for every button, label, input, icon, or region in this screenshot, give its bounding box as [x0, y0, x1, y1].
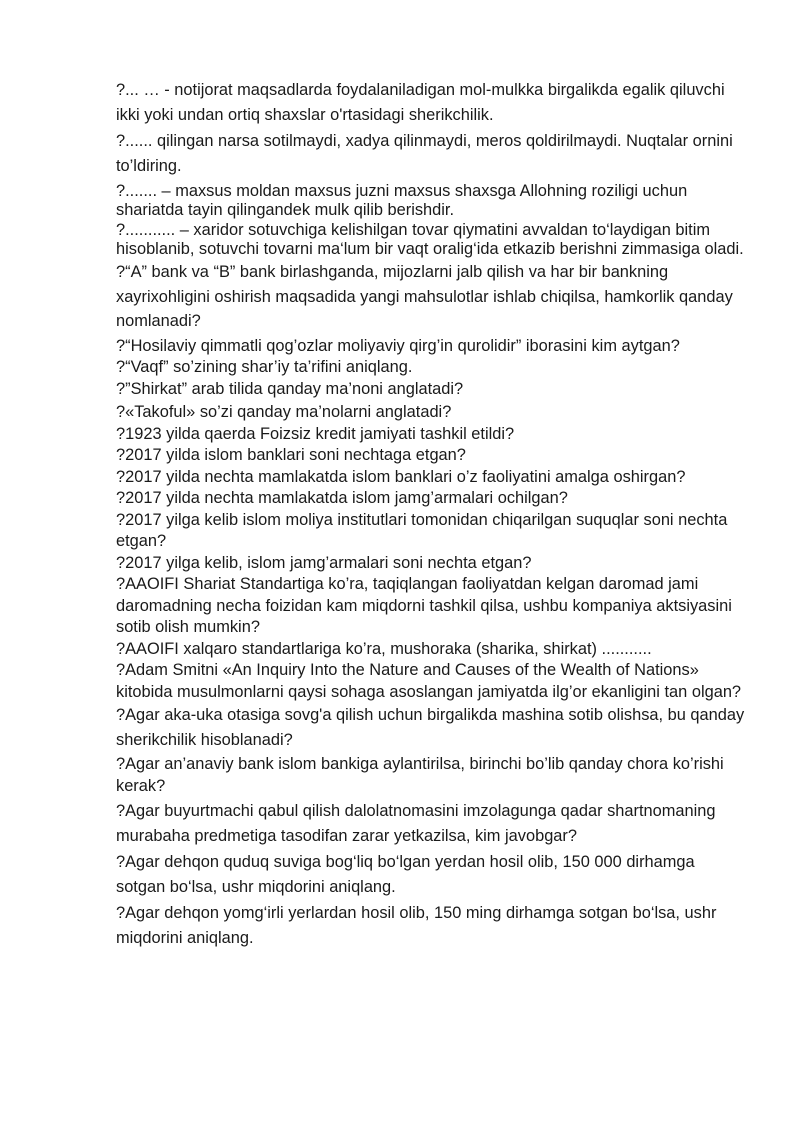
- question-item: ?AAOIFI xalqaro standartlariga ko’ra, mushoraka (sharika, shirkat) ...........: [116, 639, 652, 658]
- question-item: ?2017 yilda nechta mamlakatda islom banklari o’z faoliyatini amalga oshirgan?: [116, 467, 686, 486]
- question-item: ?Agar buyurtmachi qabul qilish dalolatnomasini imzolagunga qadar shartnomaning murabaha predmetiga tasodifan zarar yetkazilsa, kim javobgar?: [116, 802, 716, 845]
- question-item: ?2017 yilga kelib islom moliya institutlari tomonidan chiqarilgan suquqlar soni nechta etgan?: [116, 510, 728, 551]
- question-item: ?Agar an’anaviy bank islom bankiga aylantirilsa, birinchi bo’lib qanday chora ko’rishi kerak?: [116, 755, 724, 795]
- question-list: [116, 78, 746, 950]
- question-item: ?AAOIFI Shariat Standartiga ko’ra, taqiqlangan faoliyatdan kelgan daromad jami daromadning necha foizidan kam miqdorni tashkil qilsa, ushbu kompaniya aktsiyasini sotib olish mumkin?: [116, 575, 732, 637]
- question-item: ?“Hosilaviy qimmatli qog’ozlar moliyaviy qirg’in qurolidir” iborasini kim aytgan?: [116, 336, 680, 355]
- question-item: ?“A” bank va “B” bank birlashganda, mijozlarni jalb qilish va har bir bankning xayrixohligini oshirish maqsadida yangi mahsulotlar ishlab chiqilsa, hamkorlik qanday nomlanadi?: [116, 263, 733, 331]
- question-item: ?Agar dehqon yomg‘irli yerlardan hosil olib, 150 ming dirhamga sotgan bo‘lsa, ushr miqdorini aniqlang.: [116, 904, 717, 947]
- question-item: ?... … - notijorat maqsadlarda foydalaniladigan mol-mulkka birgalikda egalik qiluvchi ikki yoki undan ortiq shaxslar o'rtasidagi sherikchilik.: [116, 81, 725, 124]
- question-item: ?Agar dehqon quduq suviga bog‘liq bo‘lgan yerdan hosil olib, 150 000 dirhamga sotgan bo‘lsa, ushr miqdorini aniqlang.: [116, 853, 695, 896]
- question-item: ?1923 yilda qaerda Foizsiz kredit jamiyati tashkil etildi?: [116, 424, 515, 443]
- question-item: ?“Vaqf” so’zining shar’iy ta’rifini aniqlang.: [116, 358, 413, 377]
- question-item: ?Agar aka-uka otasiga sovg'a qilish uchun birgalikda mashina sotib olishsa, bu qanday sherikchilik hisoblanadi?: [116, 706, 745, 749]
- question-item: ?....... – maxsus moldan maxsus juzni maxsus shaxsga Allohning roziligi uchun shariatda tayin qilingandek mulk qilib berishdir.: [116, 182, 688, 219]
- question-item: ?2017 yilda islom banklari soni nechtaga etgan?: [116, 446, 466, 465]
- question-item: ?2017 yilda nechta mamlakatda islom jamg’armalari ochilgan?: [116, 489, 568, 508]
- question-item: ?2017 yilga kelib, islom jamg’armalari soni nechta etgan?: [116, 553, 532, 572]
- question-item: ?........... – xaridor sotuvchiga kelishilgan tovar qiymatini avvaldan to‘laydigan bitim hisoblanib, sotuvchi tovarni ma‘lum bir vaqt oralig‘ida etkazib berishni zimmasiga oladi.: [116, 221, 744, 258]
- question-item: ?«Takoful» so’zi qanday ma’nolarni anglatadi?: [116, 403, 452, 422]
- question-item: ?”Shirkat” arab tilida qanday ma’noni anglatadi?: [116, 379, 464, 398]
- question-item: ?...... qilingan narsa sotilmaydi, xadya qilinmaydi, meros qoldirilmaydi. Nuqtalar ornini to’ldiring.: [116, 132, 733, 175]
- question-item: ?Adam Smitni «An Inquiry Into the Nature and Causes of the Wealth of Nations» kitobida musulmonlarni qaysi sohaga asoslangan jamiyatda ilg’or ekanligini tan olgan?: [116, 661, 742, 701]
